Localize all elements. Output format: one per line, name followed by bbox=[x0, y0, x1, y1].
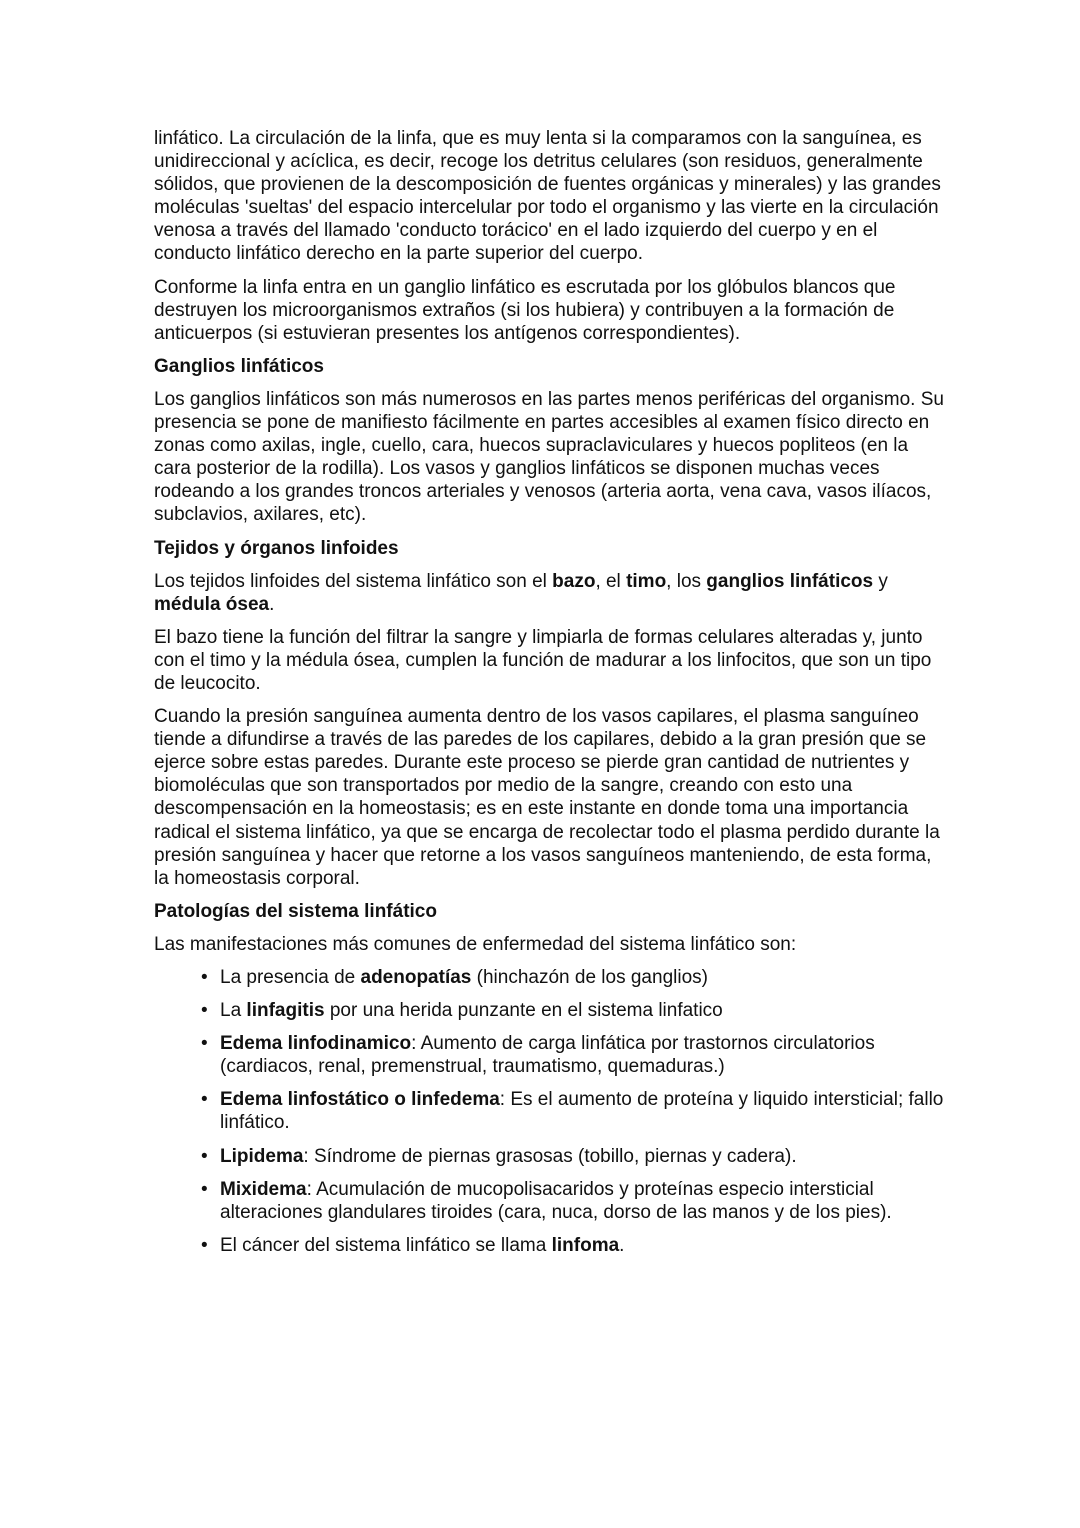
list-item bbox=[201, 999, 944, 1022]
list-item bbox=[201, 1088, 944, 1134]
heading-ganglios-linfaticos: Ganglios linfáticos bbox=[154, 355, 324, 377]
text-span: : Acumulación de mucopolisacaridos y proteínas especio intersticial alteraciones glandulares tiroides (cara, nuca, dorso de las manos y de los pies). bbox=[220, 1178, 892, 1223]
heading-tejidos-organos: Tejidos y órganos linfoides bbox=[154, 537, 399, 559]
paragraph-presion-sanguinea: Cuando la presión sanguínea aumenta dentro de los vasos capilares, el plasma sanguíneo tiende a difundirse a través de las paredes de los capilares, debido a la gran presión que se ejerce sobre estas paredes. Durante este proceso se pierde gran cantidad de nutrientes y biomoléculas que son transportados por medio de la sangre, creando con esto una descompensación en la homeostasis; es en este instante en donde toma una importancia radical el sistema linfático, ya que se encarga de recolectar todo el plasma perdido durante la presión sanguínea y hacer que retorne a los vasos sanguíneos manteniendo, de esta forma, la homeostasis corporal. bbox=[154, 706, 940, 889]
bold-term: ganglios linfáticos bbox=[706, 570, 874, 592]
bold-term: adenopatías bbox=[360, 967, 472, 988]
text-span: : Aumento de carga linfática por trastornos circulatorios (cardiacos, renal, premenstrual, traumatismo, quemaduras.) bbox=[220, 1033, 875, 1078]
bullet-icon: • bbox=[201, 1234, 208, 1256]
text-span: , el bbox=[595, 570, 627, 592]
paragraph-ganglios: Los ganglios linfáticos son más numerosos en las partes menos periféricas del organismo. Su presencia se pone de manifiesto fácilmente en partes accesibles al examen físico directo en zonas como axilas, ingle, cuello, cara, huecos supraclaviculares y huecos popliteos (en la cara posterior de la rodilla). Los vasos y ganglios linfáticos se disponen muchas veces rodeando a los grandes troncos arteriales y venosos (arteria aorta, vena cava, vasos ilíacos, subclavios, axilares, etc). bbox=[154, 388, 944, 526]
paragraph-tejidos-linfoides bbox=[154, 570, 944, 616]
paragraph-circulacion-linfa: linfático. La circulación de la linfa, que es muy lenta si la comparamos con la sanguínea, es unidireccional y acíclica, es decir, recoge los detritus celulares (son residuos, generalmente sólidos, que provienen de la descomposición de fuentes orgánicas y minerales) y las grandes moléculas 'sueltas' del espacio intercelular por todo el organismo y las vierte en la circulación venosa a través del llamado 'conducto torácico' en el lado izquierdo del cuerpo y en el conducto linfático derecho en la parte superior del cuerpo. bbox=[154, 128, 941, 265]
text-span: por una herida punzante en el sistema linfatico bbox=[324, 1000, 723, 1022]
text-span: La bbox=[220, 1000, 247, 1022]
bold-term: linfagitis bbox=[246, 1000, 325, 1022]
text-span: : Es el aumento de proteína y liquido intersticial; fallo linfático. bbox=[220, 1089, 944, 1134]
paragraph-ganglio-globulos: Conforme la linfa entra en un ganglio linfático es escrutada por los glóbulos blancos que destruyen los microorganismos extraños (si los hubiera) y contribuyen a la formación de anticuerpos (si estuvieran presentes los antígenos correspondientes). bbox=[154, 276, 896, 344]
bold-term: timo bbox=[626, 570, 667, 592]
text-span: , los bbox=[666, 570, 707, 592]
list-item bbox=[201, 966, 944, 989]
bold-term: médula ósea bbox=[154, 593, 270, 615]
text-span: . bbox=[269, 593, 275, 615]
bullet-icon: • bbox=[201, 1178, 208, 1200]
list-item bbox=[201, 1234, 944, 1257]
bullet-icon: • bbox=[201, 1033, 208, 1055]
bold-term: Edema linfodinamico bbox=[220, 1033, 412, 1055]
bullet-icon: • bbox=[201, 1000, 208, 1022]
list-item bbox=[201, 1178, 944, 1224]
text-span: (hinchazón de los ganglios) bbox=[471, 967, 708, 988]
bold-term: Edema linfostático o linfedema bbox=[220, 1089, 500, 1111]
text-span: El cáncer del sistema linfático se llama bbox=[220, 1234, 552, 1256]
bullet-icon: • bbox=[201, 1089, 208, 1111]
paragraph-bazo: El bazo tiene la función del filtrar la sangre y limpiarla de formas celulares alteradas y, junto con el timo y la médula ósea, cumplen la función de madurar a los linfocitos, que son un tipo de leucocito. bbox=[154, 626, 932, 694]
text-span: Los tejidos linfoides del sistema linfático son el bbox=[154, 570, 553, 592]
list-item bbox=[201, 1032, 944, 1078]
list-item bbox=[201, 1145, 944, 1168]
bold-term: Mixidema bbox=[220, 1178, 307, 1200]
patologias-list bbox=[154, 966, 944, 1257]
bold-term: linfoma bbox=[551, 1234, 620, 1256]
bold-term: bazo bbox=[552, 570, 596, 592]
bold-term: Lipidema bbox=[220, 1145, 304, 1167]
text-span: y bbox=[873, 570, 888, 592]
document-page bbox=[154, 127, 944, 1267]
text-span: . bbox=[619, 1234, 625, 1256]
paragraph-manifestaciones: Las manifestaciones más comunes de enfermedad del sistema linfático son: bbox=[154, 933, 797, 955]
text-span: La presencia de bbox=[220, 967, 361, 988]
bullet-icon: • bbox=[201, 1145, 208, 1167]
bullet-icon: • bbox=[201, 967, 208, 988]
text-span: : Síndrome de piernas grasosas (tobillo, piernas y cadera). bbox=[303, 1145, 797, 1167]
heading-patologias: Patologías del sistema linfático bbox=[154, 900, 437, 922]
